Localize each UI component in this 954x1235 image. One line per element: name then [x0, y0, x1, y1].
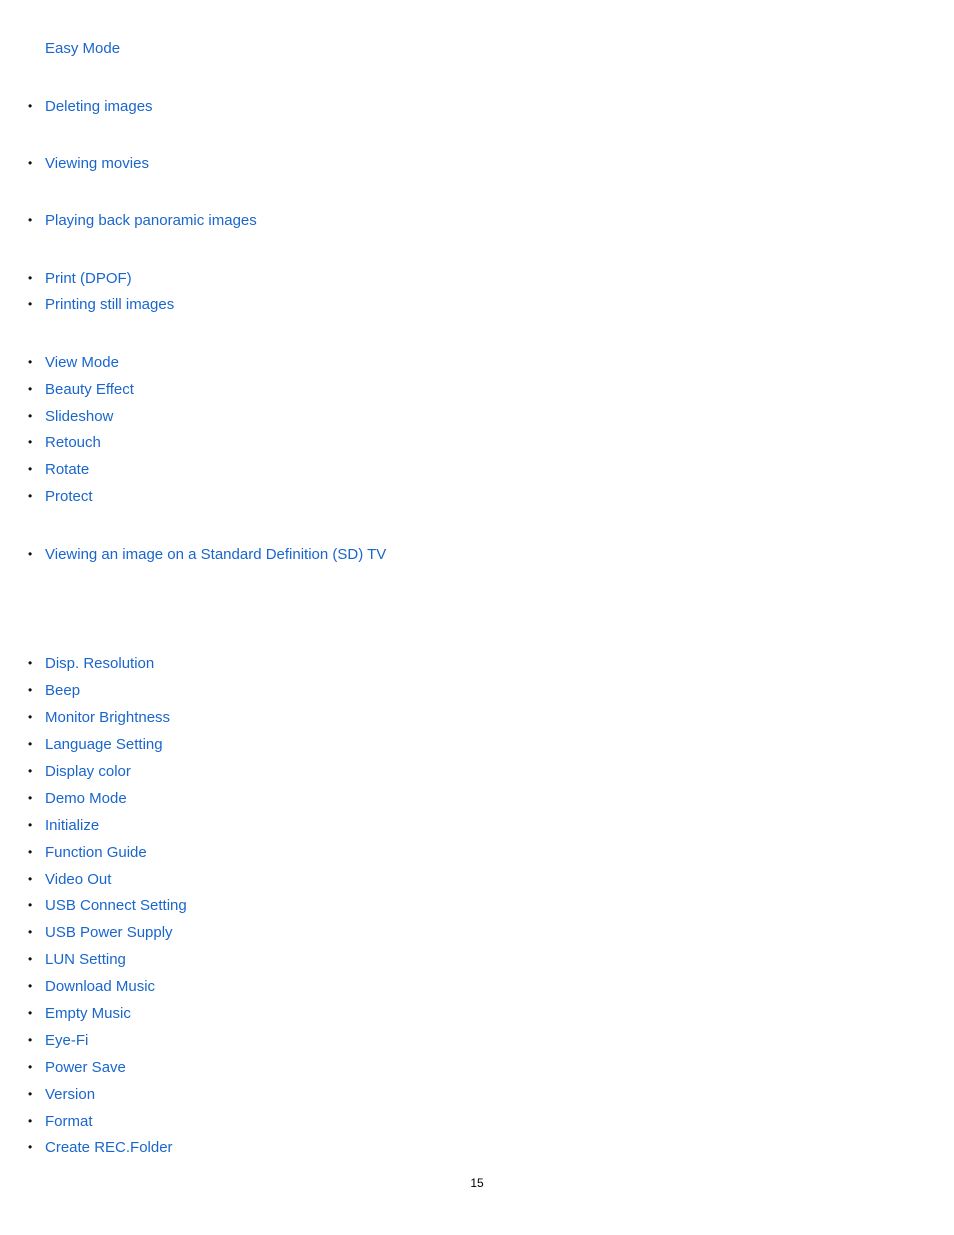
- link-display-color[interactable]: Display color: [45, 763, 131, 780]
- bullet-icon: •: [28, 156, 33, 170]
- bullet-icon: •: [28, 99, 33, 113]
- link-rotate[interactable]: Rotate: [45, 461, 90, 478]
- link-eye-fi[interactable]: Eye-Fi: [45, 1032, 89, 1049]
- bullet-icon: •: [28, 382, 33, 396]
- link-view-mode[interactable]: View Mode: [45, 354, 119, 371]
- bullet-icon: •: [28, 213, 33, 227]
- link-beauty-effect[interactable]: Beauty Effect: [45, 381, 134, 398]
- link-download-music[interactable]: Download Music: [45, 978, 156, 995]
- bullet-icon: •: [28, 547, 33, 561]
- bullet-icon: •: [28, 952, 33, 966]
- bullet-icon: •: [28, 1087, 33, 1101]
- link-deleting-images[interactable]: Deleting images: [45, 98, 153, 115]
- bullet-icon: •: [28, 489, 33, 503]
- link-power-save[interactable]: Power Save: [45, 1059, 126, 1076]
- link-viewing-movies[interactable]: Viewing movies: [45, 155, 149, 172]
- bullet-icon: •: [28, 462, 33, 476]
- bullet-icon: •: [28, 710, 33, 724]
- bullet-icon: •: [28, 683, 33, 697]
- bullet-icon: •: [28, 656, 33, 670]
- bullet-icon: •: [28, 1033, 33, 1047]
- bullet-icon: •: [28, 979, 33, 993]
- bullet-icon: •: [28, 818, 33, 832]
- bullet-icon: •: [28, 764, 33, 778]
- link-printing-still[interactable]: Printing still images: [45, 296, 175, 313]
- link-playing-back-panoramic[interactable]: Playing back panoramic images: [45, 212, 257, 229]
- bullet-icon: •: [28, 1114, 33, 1128]
- link-monitor-brightness[interactable]: Monitor Brightness: [45, 709, 171, 726]
- link-print-dpof[interactable]: Print (DPOF): [45, 270, 132, 287]
- bullet-icon: •: [28, 355, 33, 369]
- link-usb-power-supply[interactable]: USB Power Supply: [45, 924, 173, 941]
- link-lun-setting[interactable]: LUN Setting: [45, 951, 126, 968]
- link-language-setting[interactable]: Language Setting: [45, 736, 163, 753]
- bullet-icon: •: [28, 1140, 33, 1154]
- bullet-icon: •: [28, 925, 33, 939]
- link-slideshow[interactable]: Slideshow: [45, 408, 114, 425]
- bullet-icon: •: [28, 297, 33, 311]
- bullet-icon: •: [28, 845, 33, 859]
- bullet-icon: •: [28, 409, 33, 423]
- link-version[interactable]: Version: [45, 1086, 96, 1103]
- bullet-icon: •: [28, 1060, 33, 1074]
- link-disp-resolution[interactable]: Disp. Resolution: [45, 655, 155, 672]
- link-easy-mode[interactable]: Easy Mode: [45, 40, 121, 57]
- link-format[interactable]: Format: [45, 1113, 93, 1130]
- bullet-icon: •: [28, 791, 33, 805]
- bullet-icon: •: [28, 1006, 33, 1020]
- link-initialize[interactable]: Initialize: [45, 817, 100, 834]
- link-empty-music[interactable]: Empty Music: [45, 1005, 131, 1022]
- link-retouch[interactable]: Retouch: [45, 434, 101, 451]
- bullet-icon: •: [28, 898, 33, 912]
- link-video-out[interactable]: Video Out: [45, 871, 112, 888]
- bullet-icon: •: [28, 271, 33, 285]
- link-protect[interactable]: Protect: [45, 488, 93, 505]
- link-function-guide[interactable]: Function Guide: [45, 844, 147, 861]
- link-create-rec-folder[interactable]: Create REC.Folder: [45, 1139, 173, 1156]
- link-viewing-sd-tv[interactable]: Viewing an image on a Standard Definition (SD) TV: [45, 546, 387, 563]
- bullet-icon: •: [28, 737, 33, 751]
- bullet-icon: •: [28, 435, 33, 449]
- link-demo-mode[interactable]: Demo Mode: [45, 790, 127, 807]
- link-beep[interactable]: Beep: [45, 682, 81, 699]
- bullet-icon: •: [28, 872, 33, 886]
- link-usb-connect-setting[interactable]: USB Connect Setting: [45, 897, 187, 914]
- page-number: 15: [470, 1176, 484, 1190]
